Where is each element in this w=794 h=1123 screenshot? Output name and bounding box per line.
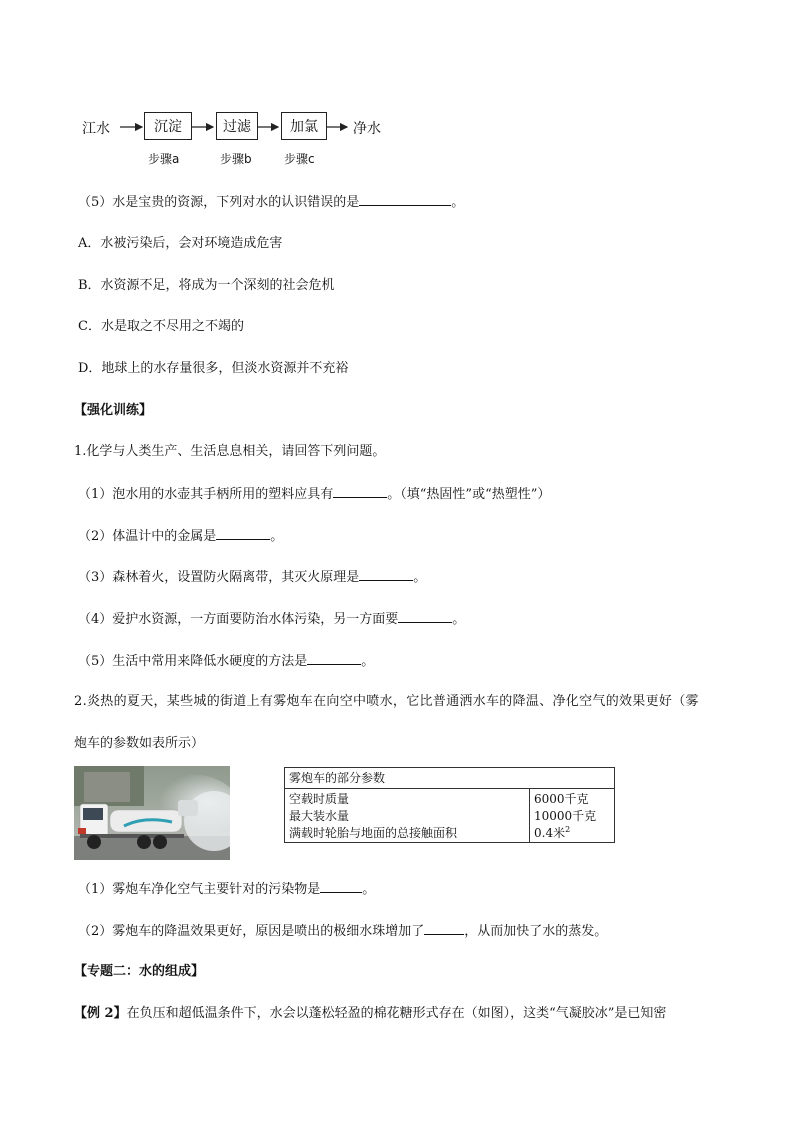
table-cell: 满载时轮胎与地面的总接触面积 [289, 826, 458, 840]
fog-cannon-truck-image [74, 766, 230, 860]
q5-option-c: C．水是取之不尽用之不竭的 [78, 319, 244, 334]
answer-blank[interactable] [216, 527, 270, 540]
table-cell: 空载时质量 [289, 792, 350, 806]
answer-blank[interactable] [424, 922, 464, 935]
flow-result: 净水 [353, 121, 381, 137]
table-body [285, 789, 615, 843]
flow-box-settling: 沉淀 [144, 112, 192, 140]
q5-stem: （5）水是宝贵的资源，下列对水的认识错误的是 。 [78, 195, 465, 210]
flow-box-filtering: 过滤 [216, 112, 258, 140]
table-param-names [285, 789, 530, 843]
parameter-table [284, 767, 615, 843]
answer-blank[interactable] [320, 880, 362, 893]
table-cell: 10000千克 [534, 809, 597, 823]
flow-box-chlorination: 加氯 [281, 112, 327, 140]
q5-option-b: B．水资源不足，将成为一个深刻的社会危机 [78, 278, 335, 293]
p1-item-3: （3）森林着火，设置防火隔离带，其灭火原理是 。 [78, 570, 427, 585]
example-2: 【例 2】在负压和超低温条件下，水会以蓬松轻盈的棉花糖形式存在（如图），这类“气凝胶冰”是已知密 [74, 1006, 667, 1021]
table-cell: 0.4米$^2$ [534, 825, 571, 840]
table-title-row [285, 768, 615, 789]
p2-q1: （1）雾炮车净化空气主要针对的污染物是 。 [78, 882, 376, 897]
flow-step-b-label: 步骤b [220, 152, 252, 166]
topic-two-heading: 【专题二：水的组成】 [74, 964, 205, 979]
answer-blank[interactable] [398, 610, 452, 623]
flow-source: 江水 [82, 121, 110, 137]
table-title: 雾炮车的部分参数 [285, 768, 615, 789]
answer-blank[interactable] [359, 193, 451, 206]
p2-q2: （2）雾炮车的降温效果更好，原因是喷出的极细水珠增加了 ，从而加快了水的蒸发。 [78, 924, 608, 939]
answer-blank[interactable] [307, 652, 361, 665]
q5-option-d: D．地球上的水存量很多，但淡水资源并不充裕 [78, 361, 349, 376]
p1-item-5: （5）生活中常用来降低水硬度的方法是 。 [78, 654, 375, 669]
p1-item-2: （2）体温计中的金属是 。 [78, 529, 284, 544]
flow-step-c-label: 步骤c [284, 152, 315, 166]
section-heading-training: 【强化训练】 [74, 403, 153, 418]
truck-illustration [74, 766, 230, 860]
p1-title: 1.化学与人类生产、生活息息相关，请回答下列问题。 [74, 444, 386, 459]
p2-line-2: 炮车的参数如表所示） [74, 736, 205, 751]
p2-line-1: 2.炎热的夏天，某些城的街道上有雾炮车在向空中喷水，它比普通洒水车的降温、净化空气的效果更好（雾 [74, 694, 699, 709]
table-param-values [530, 789, 615, 843]
table-cell: 6000千克 [534, 792, 589, 806]
q5-option-a: A．水被污染后，会对环境造成危害 [78, 236, 283, 251]
table-cell: 最大装水量 [289, 809, 350, 823]
flow-step-a-label: 步骤a [148, 152, 180, 166]
answer-blank[interactable] [333, 485, 387, 498]
p1-item-4: （4）爱护水资源，一方面要防治水体污染，另一方面要 。 [78, 612, 466, 627]
p1-item-1: （1）泡水用的水壶其手柄所用的塑料应具有 。（填“热固性”或“热塑性”） [78, 487, 551, 502]
answer-blank[interactable] [359, 568, 413, 581]
